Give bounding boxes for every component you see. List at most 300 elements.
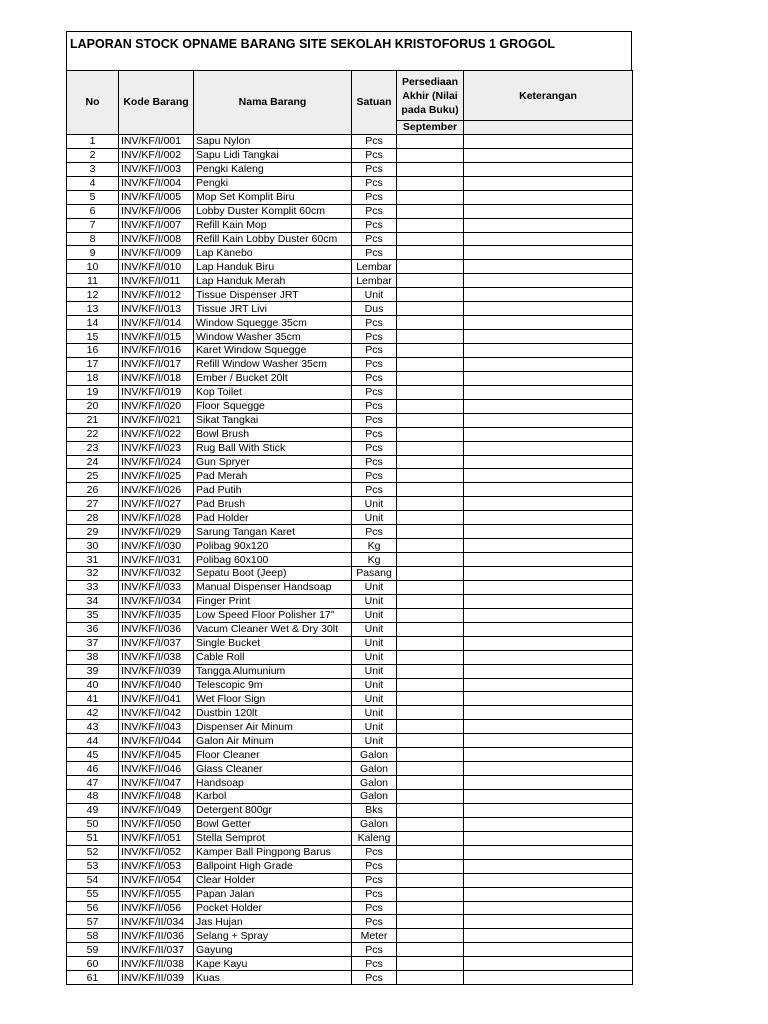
cell-keterangan	[464, 274, 633, 288]
cell-satuan: Unit	[352, 608, 397, 622]
cell-no: 1	[67, 134, 119, 148]
cell-kode-barang: INV/KF/I/022	[119, 427, 194, 441]
cell-persediaan	[397, 176, 464, 190]
cell-keterangan	[464, 330, 633, 344]
cell-satuan: Pcs	[352, 357, 397, 371]
table-row	[67, 845, 633, 859]
cell-satuan: Pcs	[352, 887, 397, 901]
table-row	[67, 636, 633, 650]
header-nama-barang: Nama Barang	[194, 71, 352, 135]
cell-persediaan	[397, 399, 464, 413]
table-row	[67, 817, 633, 831]
cell-keterangan	[464, 134, 633, 148]
cell-satuan: Pcs	[352, 873, 397, 887]
table-row	[67, 622, 633, 636]
cell-no: 20	[67, 399, 119, 413]
cell-no: 36	[67, 622, 119, 636]
cell-no: 53	[67, 859, 119, 873]
cell-keterangan	[464, 650, 633, 664]
cell-nama-barang: Rug Ball With Stick	[194, 441, 352, 455]
cell-nama-barang: Vacum Cleaner Wet & Dry 30lt	[194, 622, 352, 636]
cell-persediaan	[397, 803, 464, 817]
cell-kode-barang: INV/KF/I/056	[119, 901, 194, 915]
cell-nama-barang: Lap Kanebo	[194, 246, 352, 260]
cell-kode-barang: INV/KF/I/020	[119, 399, 194, 413]
table-row	[67, 678, 633, 692]
cell-persediaan	[397, 957, 464, 971]
cell-no: 25	[67, 469, 119, 483]
cell-persediaan	[397, 190, 464, 204]
cell-kode-barang: INV/KF/I/046	[119, 762, 194, 776]
cell-satuan: Pcs	[352, 483, 397, 497]
cell-persediaan	[397, 817, 464, 831]
cell-kode-barang: INV/KF/I/023	[119, 441, 194, 455]
cell-no: 8	[67, 232, 119, 246]
cell-nama-barang: Pad Brush	[194, 497, 352, 511]
cell-satuan: Pcs	[352, 190, 397, 204]
cell-satuan: Pcs	[352, 148, 397, 162]
cell-nama-barang: Sapu Lidi Tangkai	[194, 148, 352, 162]
cell-satuan: Pcs	[352, 943, 397, 957]
cell-nama-barang: Lobby Duster Komplit 60cm	[194, 204, 352, 218]
cell-keterangan	[464, 371, 633, 385]
cell-kode-barang: INV/KF/I/036	[119, 622, 194, 636]
cell-satuan: Lembar	[352, 260, 397, 274]
cell-nama-barang: Galon Air Minum	[194, 734, 352, 748]
table-row	[67, 483, 633, 497]
cell-persediaan	[397, 455, 464, 469]
cell-satuan: Unit	[352, 288, 397, 302]
cell-nama-barang: Sepatu Boot (Jeep)	[194, 567, 352, 581]
cell-persediaan	[397, 901, 464, 915]
cell-kode-barang: INV/KF/I/053	[119, 859, 194, 873]
cell-nama-barang: Tissue Dispenser JRT	[194, 288, 352, 302]
cell-persediaan	[397, 539, 464, 553]
cell-satuan: Pcs	[352, 218, 397, 232]
cell-persediaan	[397, 218, 464, 232]
cell-no: 52	[67, 845, 119, 859]
cell-keterangan	[464, 427, 633, 441]
table-row	[67, 859, 633, 873]
cell-nama-barang: Window Squegge 35cm	[194, 316, 352, 330]
cell-satuan: Pcs	[352, 413, 397, 427]
cell-nama-barang: Tissue JRT Livi	[194, 302, 352, 316]
cell-kode-barang: INV/KF/I/016	[119, 344, 194, 358]
table-row	[67, 148, 633, 162]
header-persediaan-line1: Persediaan	[401, 75, 459, 88]
cell-kode-barang: INV/KF/I/001	[119, 134, 194, 148]
cell-nama-barang: Dustbin 120lt	[194, 706, 352, 720]
cell-no: 7	[67, 218, 119, 232]
cell-nama-barang: Pocket Holder	[194, 901, 352, 915]
table-row	[67, 246, 633, 260]
cell-persediaan	[397, 692, 464, 706]
cell-keterangan	[464, 497, 633, 511]
header-persediaan	[397, 71, 464, 121]
cell-nama-barang: Polibag 60x100	[194, 553, 352, 567]
cell-kode-barang: INV/KF/II/036	[119, 929, 194, 943]
cell-kode-barang: INV/KF/I/033	[119, 580, 194, 594]
cell-satuan: Pcs	[352, 971, 397, 985]
cell-persediaan	[397, 762, 464, 776]
cell-no: 14	[67, 316, 119, 330]
cell-nama-barang: Pad Holder	[194, 511, 352, 525]
cell-persediaan	[397, 246, 464, 260]
cell-satuan: Galon	[352, 817, 397, 831]
cell-kode-barang: INV/KF/I/041	[119, 692, 194, 706]
table-row	[67, 915, 633, 929]
cell-persediaan	[397, 413, 464, 427]
cell-no: 29	[67, 525, 119, 539]
cell-nama-barang: Dispenser Air Minum	[194, 720, 352, 734]
cell-nama-barang: Kape Kayu	[194, 957, 352, 971]
cell-persediaan	[397, 344, 464, 358]
cell-persediaan	[397, 316, 464, 330]
cell-satuan: Unit	[352, 706, 397, 720]
table-row	[67, 650, 633, 664]
cell-satuan: Unit	[352, 678, 397, 692]
header-persediaan-line2: Akhir (Nilai	[402, 89, 458, 102]
cell-persediaan	[397, 678, 464, 692]
cell-keterangan	[464, 413, 633, 427]
cell-persediaan	[397, 845, 464, 859]
cell-satuan: Unit	[352, 692, 397, 706]
table-row	[67, 929, 633, 943]
cell-kode-barang: INV/KF/I/052	[119, 845, 194, 859]
cell-no: 13	[67, 302, 119, 316]
cell-keterangan	[464, 762, 633, 776]
cell-keterangan	[464, 357, 633, 371]
cell-kode-barang: INV/KF/I/034	[119, 594, 194, 608]
cell-keterangan	[464, 915, 633, 929]
cell-keterangan	[464, 455, 633, 469]
cell-keterangan	[464, 664, 633, 678]
cell-nama-barang: Gayung	[194, 943, 352, 957]
table-row	[67, 413, 633, 427]
cell-kode-barang: INV/KF/I/037	[119, 636, 194, 650]
cell-keterangan	[464, 539, 633, 553]
table-row	[67, 260, 633, 274]
table-row	[67, 957, 633, 971]
cell-kode-barang: INV/KF/I/013	[119, 302, 194, 316]
cell-no: 21	[67, 413, 119, 427]
cell-nama-barang: Glass Cleaner	[194, 762, 352, 776]
table-row	[67, 580, 633, 594]
cell-no: 23	[67, 441, 119, 455]
cell-no: 55	[67, 887, 119, 901]
table-row	[67, 218, 633, 232]
cell-persediaan	[397, 260, 464, 274]
cell-no: 10	[67, 260, 119, 274]
cell-kode-barang: INV/KF/I/019	[119, 385, 194, 399]
cell-satuan: Unit	[352, 511, 397, 525]
cell-no: 18	[67, 371, 119, 385]
cell-no: 56	[67, 901, 119, 915]
cell-nama-barang: Sapu Nylon	[194, 134, 352, 148]
cell-persediaan	[397, 706, 464, 720]
cell-persediaan	[397, 567, 464, 581]
cell-keterangan	[464, 734, 633, 748]
cell-no: 58	[67, 929, 119, 943]
cell-kode-barang: INV/KF/I/030	[119, 539, 194, 553]
cell-persediaan	[397, 497, 464, 511]
cell-keterangan	[464, 288, 633, 302]
cell-kode-barang: INV/KF/I/039	[119, 664, 194, 678]
cell-keterangan	[464, 608, 633, 622]
cell-satuan: Pcs	[352, 525, 397, 539]
cell-kode-barang: INV/KF/I/010	[119, 260, 194, 274]
cell-persediaan	[397, 929, 464, 943]
cell-no: 33	[67, 580, 119, 594]
cell-no: 11	[67, 274, 119, 288]
cell-nama-barang: Detergent 800gr	[194, 803, 352, 817]
table-row	[67, 539, 633, 553]
cell-persediaan	[397, 483, 464, 497]
cell-persediaan	[397, 385, 464, 399]
table-row	[67, 887, 633, 901]
cell-persediaan	[397, 720, 464, 734]
cell-kode-barang: INV/KF/I/054	[119, 873, 194, 887]
cell-nama-barang: Bowl Brush	[194, 427, 352, 441]
cell-keterangan	[464, 553, 633, 567]
table-row	[67, 901, 633, 915]
cell-kode-barang: INV/KF/I/009	[119, 246, 194, 260]
cell-kode-barang: INV/KF/I/055	[119, 887, 194, 901]
cell-nama-barang: Floor Squegge	[194, 399, 352, 413]
cell-no: 47	[67, 776, 119, 790]
cell-satuan: Pcs	[352, 162, 397, 176]
cell-persediaan	[397, 134, 464, 148]
cell-satuan: Pcs	[352, 371, 397, 385]
cell-kode-barang: INV/KF/I/045	[119, 748, 194, 762]
cell-keterangan	[464, 817, 633, 831]
cell-no: 57	[67, 915, 119, 929]
cell-keterangan	[464, 302, 633, 316]
cell-satuan: Kaleng	[352, 831, 397, 845]
cell-nama-barang: Karet Window Squegge	[194, 344, 352, 358]
cell-persediaan	[397, 650, 464, 664]
cell-satuan: Pcs	[352, 455, 397, 469]
cell-satuan: Pcs	[352, 204, 397, 218]
cell-nama-barang: Kamper Ball Pingpong Barus	[194, 845, 352, 859]
cell-keterangan	[464, 706, 633, 720]
cell-kode-barang: INV/KF/I/043	[119, 720, 194, 734]
cell-nama-barang: Kop Toilet	[194, 385, 352, 399]
cell-satuan: Dus	[352, 302, 397, 316]
table-row	[67, 776, 633, 790]
cell-no: 5	[67, 190, 119, 204]
cell-nama-barang: Wet Floor Sign	[194, 692, 352, 706]
cell-keterangan	[464, 469, 633, 483]
cell-keterangan	[464, 316, 633, 330]
cell-no: 37	[67, 636, 119, 650]
cell-kode-barang: INV/KF/I/015	[119, 330, 194, 344]
cell-persediaan	[397, 664, 464, 678]
cell-nama-barang: Refill Window Washer 35cm	[194, 357, 352, 371]
cell-satuan: Pcs	[352, 427, 397, 441]
cell-persediaan	[397, 790, 464, 804]
cell-persediaan	[397, 162, 464, 176]
table-row	[67, 664, 633, 678]
cell-keterangan	[464, 525, 633, 539]
cell-no: 44	[67, 734, 119, 748]
cell-no: 28	[67, 511, 119, 525]
cell-persediaan	[397, 371, 464, 385]
cell-persediaan	[397, 831, 464, 845]
title-cell	[66, 31, 632, 70]
cell-nama-barang: Kuas	[194, 971, 352, 985]
cell-satuan: Galon	[352, 790, 397, 804]
cell-kode-barang: INV/KF/I/031	[119, 553, 194, 567]
cell-kode-barang: INV/KF/I/012	[119, 288, 194, 302]
cell-kode-barang: INV/KF/I/011	[119, 274, 194, 288]
cell-no: 22	[67, 427, 119, 441]
cell-keterangan	[464, 246, 633, 260]
table-row	[67, 176, 633, 190]
cell-satuan: Unit	[352, 734, 397, 748]
cell-no: 26	[67, 483, 119, 497]
table-row	[67, 385, 633, 399]
cell-kode-barang: INV/KF/I/050	[119, 817, 194, 831]
cell-keterangan	[464, 190, 633, 204]
cell-nama-barang: Telescopic 9m	[194, 678, 352, 692]
cell-keterangan	[464, 929, 633, 943]
table-row	[67, 706, 633, 720]
cell-nama-barang: Sarung Tangan Karet	[194, 525, 352, 539]
cell-nama-barang: Stella Semprot	[194, 831, 352, 845]
cell-keterangan	[464, 567, 633, 581]
cell-no: 54	[67, 873, 119, 887]
cell-satuan: Unit	[352, 580, 397, 594]
cell-nama-barang: Single Bucket	[194, 636, 352, 650]
cell-nama-barang: Bowl Getter	[194, 817, 352, 831]
cell-keterangan	[464, 399, 633, 413]
table-row	[67, 790, 633, 804]
table-row	[67, 567, 633, 581]
cell-satuan: Pcs	[352, 441, 397, 455]
cell-persediaan	[397, 971, 464, 985]
cell-kode-barang: INV/KF/I/003	[119, 162, 194, 176]
cell-no: 38	[67, 650, 119, 664]
cell-nama-barang: Polibag 90x120	[194, 539, 352, 553]
cell-nama-barang: Refill Kain Mop	[194, 218, 352, 232]
cell-nama-barang: Refill Kain Lobby Duster 60cm	[194, 232, 352, 246]
cell-satuan: Pcs	[352, 469, 397, 483]
cell-no: 32	[67, 567, 119, 581]
cell-persediaan	[397, 441, 464, 455]
header-kode-barang: Kode Barang	[119, 71, 194, 135]
cell-persediaan	[397, 915, 464, 929]
cell-keterangan	[464, 483, 633, 497]
cell-satuan: Pcs	[352, 901, 397, 915]
cell-nama-barang: Tangga Alumunium	[194, 664, 352, 678]
cell-no: 31	[67, 553, 119, 567]
cell-no: 3	[67, 162, 119, 176]
cell-persediaan	[397, 357, 464, 371]
cell-kode-barang: INV/KF/I/008	[119, 232, 194, 246]
cell-satuan: Pcs	[352, 859, 397, 873]
cell-kode-barang: INV/KF/I/044	[119, 734, 194, 748]
cell-keterangan	[464, 260, 633, 274]
cell-keterangan	[464, 204, 633, 218]
cell-persediaan	[397, 469, 464, 483]
cell-keterangan	[464, 859, 633, 873]
cell-satuan: Pcs	[352, 915, 397, 929]
cell-keterangan	[464, 943, 633, 957]
cell-keterangan	[464, 218, 633, 232]
cell-keterangan	[464, 790, 633, 804]
cell-nama-barang: Pengki	[194, 176, 352, 190]
cell-no: 27	[67, 497, 119, 511]
cell-kode-barang: INV/KF/I/040	[119, 678, 194, 692]
cell-kode-barang: INV/KF/I/004	[119, 176, 194, 190]
cell-no: 60	[67, 957, 119, 971]
table-row	[67, 427, 633, 441]
cell-nama-barang: Sikat Tangkai	[194, 413, 352, 427]
cell-persediaan	[397, 204, 464, 218]
cell-kode-barang: INV/KF/I/006	[119, 204, 194, 218]
cell-satuan: Pcs	[352, 246, 397, 260]
cell-satuan: Lembar	[352, 274, 397, 288]
cell-kode-barang: INV/KF/I/047	[119, 776, 194, 790]
cell-satuan: Kg	[352, 539, 397, 553]
cell-keterangan	[464, 636, 633, 650]
cell-no: 40	[67, 678, 119, 692]
header-no: No	[67, 71, 119, 135]
table-row	[67, 608, 633, 622]
cell-no: 50	[67, 817, 119, 831]
cell-keterangan	[464, 720, 633, 734]
table-row	[67, 204, 633, 218]
cell-nama-barang: Lap Handuk Biru	[194, 260, 352, 274]
cell-no: 34	[67, 594, 119, 608]
cell-satuan: Galon	[352, 776, 397, 790]
table-row	[67, 330, 633, 344]
cell-nama-barang: Handsoap	[194, 776, 352, 790]
cell-no: 42	[67, 706, 119, 720]
table-row	[67, 455, 633, 469]
cell-nama-barang: Ballpoint High Grade	[194, 859, 352, 873]
table-row	[67, 748, 633, 762]
cell-no: 6	[67, 204, 119, 218]
cell-keterangan	[464, 678, 633, 692]
cell-keterangan	[464, 845, 633, 859]
table-row	[67, 190, 633, 204]
cell-keterangan	[464, 901, 633, 915]
cell-nama-barang: Low Speed Floor Polisher 17"	[194, 608, 352, 622]
cell-satuan: Bks	[352, 803, 397, 817]
cell-nama-barang: Window Washer 35cm	[194, 330, 352, 344]
cell-kode-barang: INV/KF/I/051	[119, 831, 194, 845]
table-row	[67, 734, 633, 748]
cell-persediaan	[397, 330, 464, 344]
cell-keterangan	[464, 957, 633, 971]
table-row	[67, 134, 633, 148]
cell-no: 49	[67, 803, 119, 817]
cell-kode-barang: INV/KF/I/048	[119, 790, 194, 804]
table-row	[67, 720, 633, 734]
cell-satuan: Unit	[352, 720, 397, 734]
cell-no: 45	[67, 748, 119, 762]
table-row	[67, 399, 633, 413]
cell-no: 17	[67, 357, 119, 371]
cell-satuan: Unit	[352, 622, 397, 636]
cell-persediaan	[397, 873, 464, 887]
cell-persediaan	[397, 232, 464, 246]
cell-nama-barang: Papan Jalan	[194, 887, 352, 901]
cell-satuan: Pcs	[352, 385, 397, 399]
cell-kode-barang: INV/KF/II/034	[119, 915, 194, 929]
